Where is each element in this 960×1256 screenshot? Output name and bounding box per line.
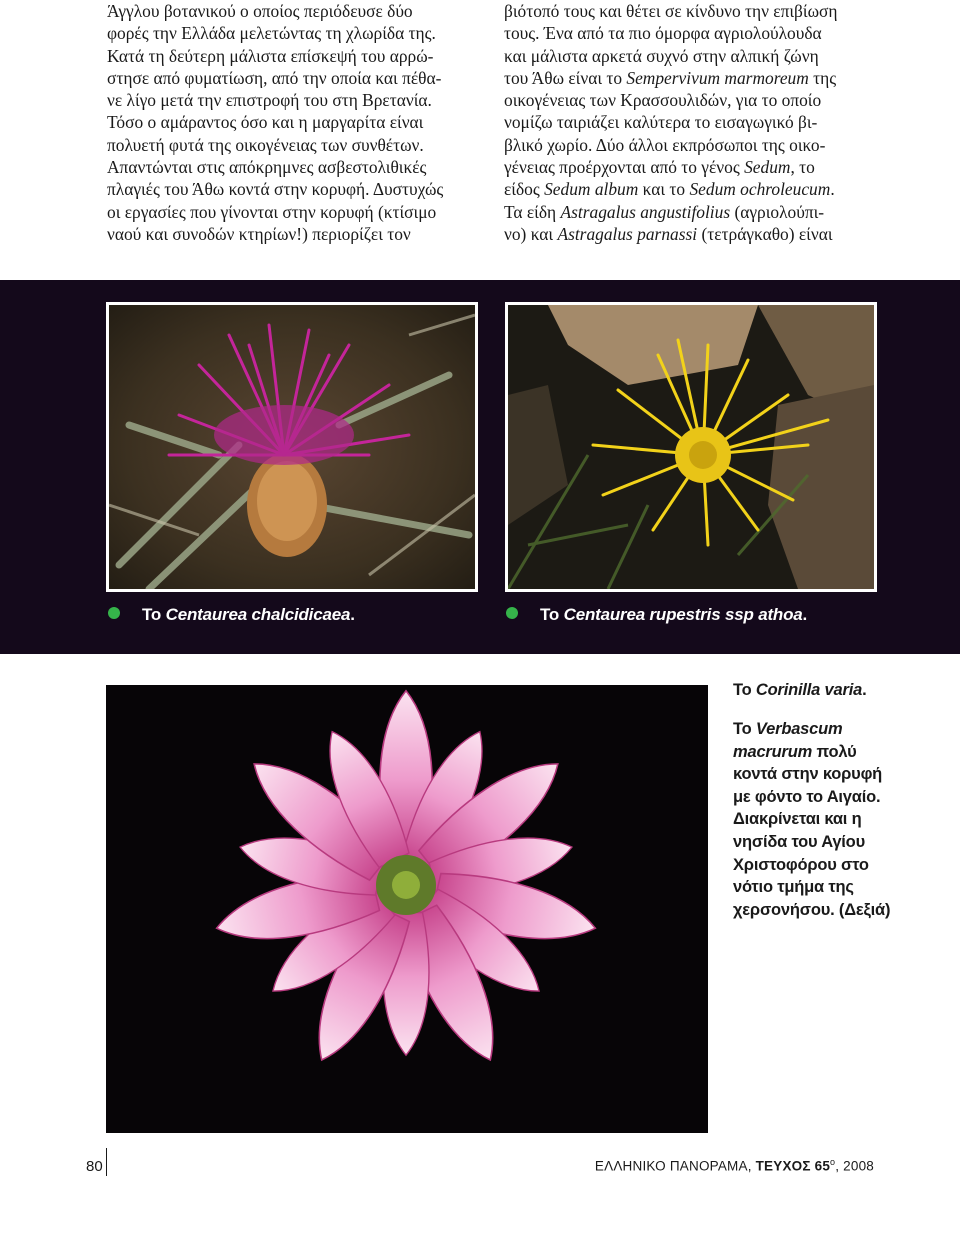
photo-band [0,280,960,654]
caption-corinilla-varia: Το Corinilla varia. [733,681,867,699]
caption-centaurea-rupestris: Το Centaurea rupestris ssp athoa. [506,605,807,625]
caption-verbascum-macrurum: Το Verbascum macrurum πολύ κοντά στην κορυφή με φόντο το Αιγαίο. Διακρίνεται και η νησίδα του Αγίου Χριστοφόρου στο νότιο τμήμα της χερσονήσου. (Δεξιά) [733,720,891,919]
text-line: και μάλιστα αρκετά συχνό στην αλπική ζώνη [504,45,819,66]
text-line: Τόσο ο αμάραντος όσο και η μαργαρίτα είναι [107,112,424,133]
text-line: βλικό χωρίο. Δύο άλλοι εκπρόσωποι της οικο- [504,134,826,155]
species-name: Sedum [744,157,791,178]
text-line: Κατά τη δεύτερη μάλιστα επίσκεψή του αρρώ- [107,45,434,66]
photo-corinilla-varia [106,685,708,1133]
species-name: Astragalus parnassi [557,223,698,244]
page-number: 80 [86,1158,103,1175]
text-line: Τα είδη Astragalus angustifolius (αγριολούπι- [504,201,825,222]
text-line: ναού και συνοδών κτηρίων!) περιορίζει τον [107,223,411,244]
text-line: νο) και Astragalus parnassi (τετράγκαθο) είναι [504,223,833,244]
publication-title: ΕΛΛΗΝΙΚΟ ΠΑΝΟΡΑΜΑ, ΤΕΥΧΟΣ $65^o$, 2008 [594,1157,874,1174]
text-line: είδος Sedum album και το Sedum ochroleucum. [504,179,835,200]
bullet-icon [506,607,518,619]
photo-centaurea-rupestris [505,302,877,592]
text-line: Άγγλου βοτανικού ο οποίος περιόδευσε δύο [107,1,413,21]
text-line: βιότοπό τους και θέτει σε κίνδυνο την επιβίωση [504,1,838,21]
text-line: στησε από φυματίωση, από την οποία και πέθα- [107,67,442,88]
species-name: Sempervivum marmoreum [626,67,809,88]
species-name: Sedum ochroleucum [689,179,831,200]
species-name: Astragalus angustifolius [560,201,731,222]
text-line: πολυετή φυτά της οικογένειας των συνθέτων. [107,134,424,155]
text-line: γένειας προέρχονται από το γένος Sedum, το [504,157,815,178]
text-line: του Άθω είναι το Sempervivum marmoreum της [504,67,837,88]
text-line: πλαγιές του Άθω κοντά στην κορυφή. Δυστυχώς [107,179,444,200]
photo-centaurea-chalcidicaea [106,302,478,592]
text-line: φορές την Ελλάδα μελετώντας τη χλωρίδα της. [107,23,436,44]
body-text-right-column [504,0,876,245]
bullet-icon [108,607,120,619]
species-name: Sedum album [544,179,639,200]
text-line: οι εργασίες που γίνονται στην κορυφή (κτίσιμο [107,201,437,222]
text-line: νε λίγο μετά την επιστροφή του στη Βρετανία. [107,90,432,111]
text-line: οικογένειας των Κρασσουλιδών, για το οποίο [504,90,822,111]
footer-divider [106,1148,107,1176]
text-line: νομίζω ταιριάζει καλύτερα το εισαγωγικό βι- [504,112,818,133]
body-text-left-column [107,0,477,245]
caption-centaurea-chalcidicaea: Το Centaurea chalcidicaea. [108,605,355,625]
text-line: τους. Ένα από τα πιο όμορφα αγριολούλουδα [504,23,822,44]
text-line: Απαντώνται στις απόκρημνες ασβεστολιθικές [107,157,427,178]
